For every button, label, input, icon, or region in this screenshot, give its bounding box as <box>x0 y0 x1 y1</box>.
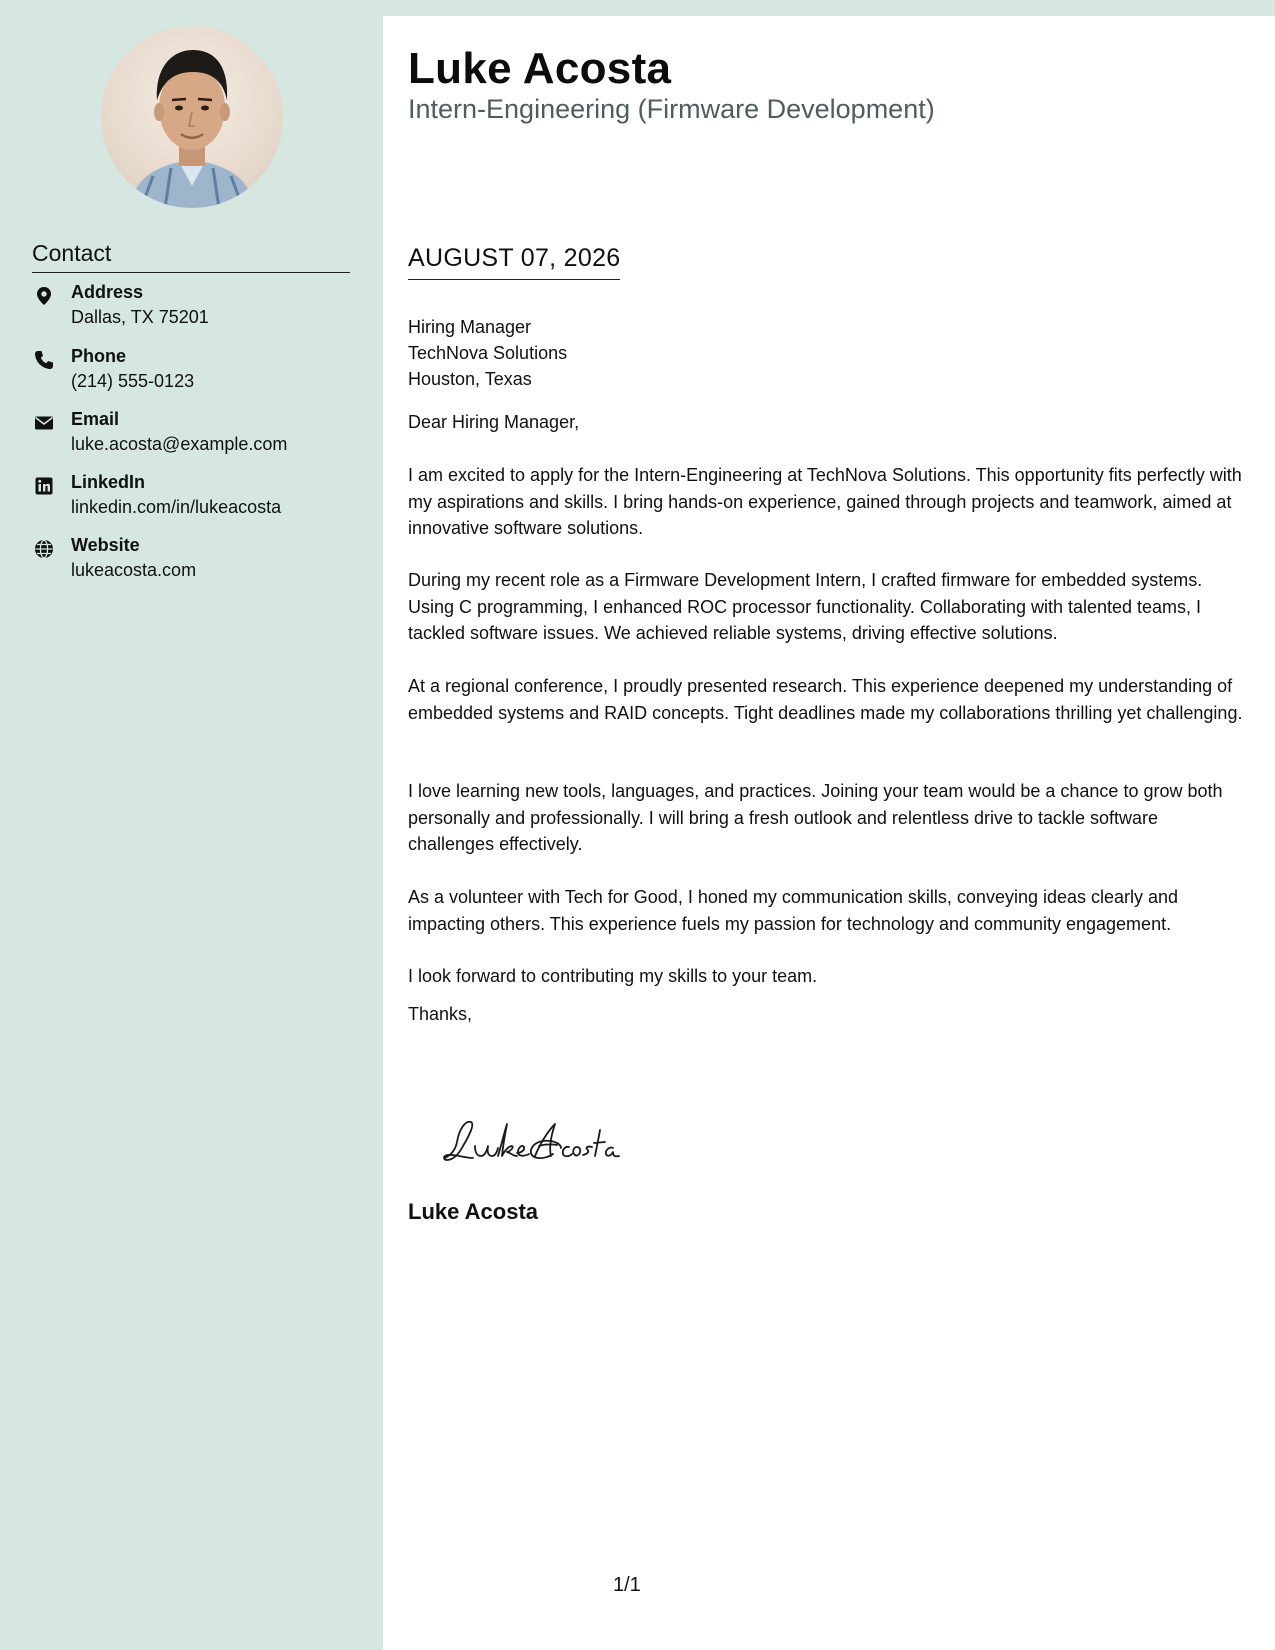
linkedin-icon <box>34 476 54 496</box>
contact-email-label: Email <box>71 409 120 429</box>
contact-website-label: Website <box>71 535 140 555</box>
paragraph: During my recent role as a Firmware Development Intern, I crafted firmware for embedded systems. Using C programming, I enhanced ROC processor functionality. Collaborating with talented teams, I tackled software issues. We achieved reliable systems, driving effective solutions. <box>408 570 1203 643</box>
paragraph: As a volunteer with Tech for Good, I honed my communication skills, conveying ideas clearly and impacting others. This experience fuels my passion for technology and community engagement. <box>408 887 1179 934</box>
letter-body <box>383 16 1275 1650</box>
page-number: 1/1 <box>613 1574 641 1596</box>
recipient-block <box>408 314 567 392</box>
closing: Thanks, <box>408 1004 473 1024</box>
recipient-line: TechNova Solutions <box>408 343 568 363</box>
envelope-icon <box>34 413 54 433</box>
contact-website <box>32 535 362 585</box>
paragraph: At a regional conference, I proudly presented research. This experience deepened my understanding of embedded systems and RAID concepts. Tight deadlines made my collaborations thrilling yet challenging. <box>408 676 1243 723</box>
letter-date: AUGUST 07, 2026 <box>408 244 620 280</box>
contact-linkedin-label: LinkedIn <box>71 472 146 492</box>
paragraph: I love learning new tools, languages, and practices. Joining your team would be a chance to grow both personally and professionally. I will bring a fresh outlook and relentless drive to tackle software challenges effectively. <box>408 781 1223 854</box>
recipient-line: Houston, Texas <box>408 369 532 389</box>
contact-email-value: luke.acosta@example.com <box>71 434 288 454</box>
recipient-line: Hiring Manager <box>408 317 532 337</box>
contact-address-label: Address <box>71 282 144 302</box>
portrait-photo-icon <box>101 26 283 208</box>
contact-address <box>32 282 362 332</box>
globe-icon <box>34 539 54 559</box>
contact-linkedin <box>32 472 362 522</box>
salutation: Dear Hiring Manager, <box>408 412 580 432</box>
location-pin-icon <box>34 286 54 306</box>
handwritten-signature <box>435 1106 655 1176</box>
phone-icon <box>34 350 54 370</box>
contact-address-value: Dallas, TX 75201 <box>71 307 209 327</box>
contact-email <box>32 409 362 459</box>
contact-phone <box>32 346 362 396</box>
contact-phone-label: Phone <box>71 346 127 366</box>
applicant-name: Luke Acosta <box>408 44 672 93</box>
profile-photo <box>101 26 283 208</box>
paragraph: I look forward to contributing my skills to your team. <box>408 966 818 986</box>
sidebar <box>0 0 383 1650</box>
paragraph: I am excited to apply for the Intern-Engineering at TechNova Solutions. This opportunity fits perfectly with my aspirations and skills. I bring hands-on experience, gained through projects and teamwork, aimed at innovative software solutions. <box>408 465 1242 538</box>
signed-name: Luke Acosta <box>408 1199 539 1224</box>
contact-phone-value: (214) 555-0123 <box>71 371 195 391</box>
contact-website-value[interactable]: lukeacosta.com <box>71 560 197 580</box>
job-title: Intern-Engineering (Firmware Development) <box>408 94 935 124</box>
contact-linkedin-value[interactable]: linkedin.com/in/lukeacosta <box>71 497 282 517</box>
contact-heading: Contact <box>32 240 350 273</box>
